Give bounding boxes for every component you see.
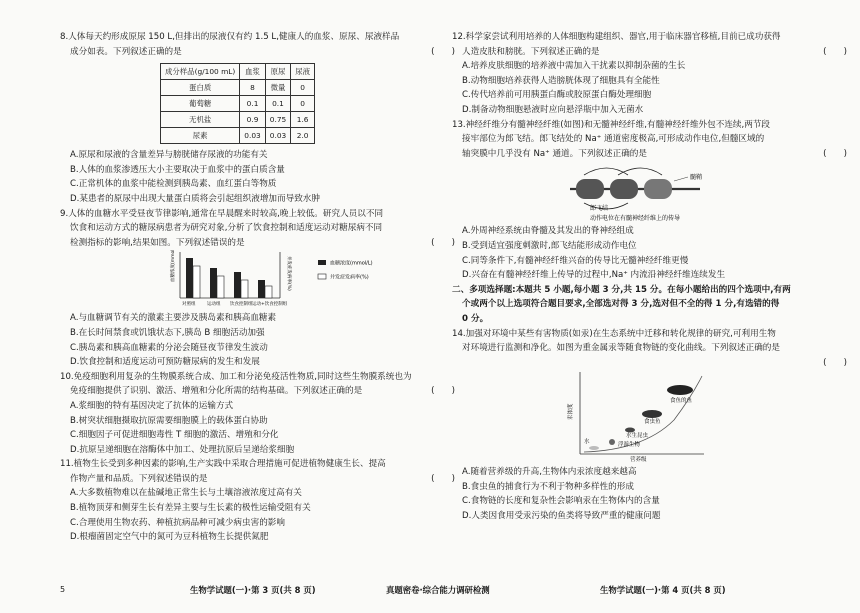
question-12	[452, 30, 847, 118]
table-cell: 蛋白质	[161, 80, 240, 96]
myelin-segment	[576, 179, 604, 199]
q13-nerve-figure	[452, 161, 847, 221]
table-cell: 0.03	[240, 128, 265, 144]
legend-label-complication: 并发症发病率(%)	[330, 274, 369, 281]
q8-option-c: C.正常机体的血浆中能检测到胰岛素、血红蛋白等物质	[70, 179, 277, 190]
q8-table	[160, 63, 315, 144]
q13-stem-line-3: 轴突膜中几乎没有 Na⁺ 通道。下列叙述正确的是	[462, 148, 647, 159]
chart-category-label: 饮食控制组	[230, 302, 253, 308]
q9-option-a: A.与血糖调节有关的激素主要涉及胰岛素和胰高血糖素	[70, 313, 277, 324]
q14-option-c: C.食物链的长度和复杂性会影响汞在生物体内的含量	[462, 496, 660, 507]
table-header: 尿液	[291, 64, 315, 80]
q12-answer-paren: ( )	[823, 46, 847, 57]
table-header: 血浆	[240, 64, 265, 80]
center-footer-title: 真题密卷·综合能力调研检测	[386, 585, 490, 595]
chart-bar-complication	[217, 276, 224, 298]
table-cell: 2.0	[291, 128, 315, 144]
q14-stem-line-1: 14.加强对环境中某些有害物质(如汞)在生态系统中迁移和转化规律的研究,可利用生物	[452, 328, 776, 339]
table-cell: 0.9	[240, 112, 265, 128]
q10-option-c: C.细胞因子可促进细胞毒性 T 细胞的激活、增殖和分化	[70, 430, 279, 441]
table-cell: 0	[291, 80, 315, 96]
table-header: 成分样品(g/100 mL)	[161, 64, 240, 80]
label-node-ranvier: 郎飞结	[590, 205, 609, 213]
q9-option-c: C.胰岛素和胰高血糖素的分泌会随昼夜节律发生波动	[70, 342, 268, 353]
chart-y-label-left: 血糖浓度(mmol/L)	[171, 250, 176, 283]
right-footer-title: 生物学试题(一)·第 4 页(共 8 页)	[600, 585, 726, 595]
q13-stem-line-2: 接牢部位为郎飞结。郎飞结处的 Na⁺ 通道密度极高,可形成动作电位,但髓区域的	[462, 134, 765, 145]
q8-answer-paren: ( )	[431, 46, 455, 57]
chart-bar-complication	[193, 266, 200, 298]
organism-label: 水生昆虫	[626, 433, 649, 440]
table-cell: 无机盐	[161, 112, 240, 128]
table-cell: 1.6	[291, 112, 315, 128]
q8-option-b: B.人体的血浆渗透压大小主要取决于血浆中的蛋白质含量	[70, 164, 285, 175]
q10-option-b: B.树突状细胞摄取抗原需要细胞膜上的载体蛋白协助	[70, 415, 268, 426]
chart-bar-glucose	[258, 280, 265, 298]
q10-option-a: A.浆细胞的特有基因决定了抗体的运输方式	[70, 400, 234, 411]
q11-answer-paren: ( )	[431, 473, 455, 484]
chart-category-label: 运动组	[207, 302, 221, 308]
chart-bar-glucose	[234, 272, 241, 298]
question-13	[452, 118, 847, 283]
q14-option-d: D.人类因食用受汞污染的鱼类将导致严重的健康问题	[462, 511, 661, 522]
legend-label-glucose: 血糖浓度(mmol/L)	[330, 260, 373, 267]
fish-icon	[642, 410, 662, 418]
q13-answer-paren: ( )	[823, 148, 847, 159]
section-2-instructions	[452, 283, 847, 327]
figure-y-label: 汞浓度	[568, 403, 574, 421]
figure-caption: 动作电位在有髓神经纤维上的传导	[590, 215, 681, 222]
q10-stem-line-2: 免疫细胞提供了识别、激活、增殖和分化所需的结构基础。下列叙述正确的是	[70, 386, 363, 397]
q12-stem-line-1: 12.科学家尝试利用培养的人体细胞构建组织、器官,用于临床器官移植,目前已成功获得	[452, 32, 781, 42]
q11-option-b: B.植物顶芽和侧芽生长有差异主要与生长素的极性运输受阻有关	[70, 503, 311, 514]
q13-option-a: A.外周神经系统由脊髓及其发出的脊神经组成	[462, 226, 634, 237]
q11-stem-line-1: 11.植物生长受到多种因素的影响,生产实践中采取合理措施可促进植物健康生长、提高	[60, 459, 386, 470]
q14-option-a: A.随着营养级的升高,生物体内汞浓度越来越高	[462, 467, 637, 478]
organism-label: 食鱼的鱼	[670, 398, 693, 405]
table-cell: 0.03	[265, 128, 290, 144]
q8-option-d: D.某患者的原尿中出现大量蛋白质将会引起组织液增加而导致水肿	[70, 193, 320, 204]
table-cell: 尿素	[161, 128, 240, 144]
q10-answer-paren: ( )	[431, 386, 455, 397]
q12-option-b: B.动物细胞培养获得人造膀胱体现了细胞具有全能性	[462, 75, 660, 86]
myelin-segment	[610, 179, 638, 199]
q9-answer-paren: ( )	[431, 237, 455, 248]
q14-stem-line-2: 对环境进行监测和净化。如图为重金属汞等随食物链的变化曲线。下列叙述正确的是	[462, 343, 780, 354]
label-leader-myelin	[674, 177, 688, 181]
q11-stem-line-2: 作物产量和品质。下列叙述错误的是	[70, 473, 208, 484]
question-8	[60, 30, 455, 207]
q9-stem-line-3: 检测指标的影响,结果如图。下列叙述错误的是	[70, 237, 245, 248]
section-2-line-2: 个或两个以上选项符合题目要求,全部选对得 3 分,选对但不全的得 1 分,有选错的得	[462, 299, 780, 310]
q12-option-d: D.制备动物细胞悬液时应向悬浮瓶中加入无菌水	[462, 104, 644, 115]
conduction-arrow	[618, 168, 662, 175]
label-myelin: 髓鞘	[690, 174, 703, 182]
table-cell: 0.1	[240, 96, 265, 112]
organism-label: 浮游生物	[618, 442, 641, 449]
q11-option-a: A.大多数植物难以在盐碱地正常生长与土壤溶液浓度过高有关	[70, 488, 302, 499]
q10-option-d: D.抗原呈递细胞在溶酶体中加工、处理抗原后呈递给浆细胞	[70, 444, 295, 455]
right-column	[452, 30, 847, 524]
water-icon	[589, 446, 599, 450]
fish-icon	[667, 385, 693, 395]
table-row	[161, 128, 315, 144]
q9-stem-line-2: 饮食和运动方式的糖尿病患者为研究对象,分析了饮食控制和适度运动对糖尿病不同	[70, 223, 383, 234]
table-cell: 微量	[265, 80, 290, 96]
table-cell: 0.75	[265, 112, 290, 128]
organism-label: 食虫鱼	[644, 419, 661, 426]
conduction-arrow	[584, 168, 628, 175]
q8-stem-line-2: 成分如表。下列叙述正确的是	[70, 46, 182, 57]
q12-option-a: A.培养皮肤细胞的培养液中需加入干扰素以抑制杂菌的生长	[462, 61, 686, 72]
legend-swatch-complication	[318, 274, 326, 279]
q9-bar-chart	[60, 250, 455, 308]
chart-category-label: 对照组	[182, 302, 196, 308]
legend-swatch-glucose	[318, 260, 326, 265]
chart-bar-complication	[265, 286, 272, 298]
q13-option-c: C.同等条件下,有髓神经纤维兴奋的传导比无髓神经纤维更慢	[462, 255, 689, 266]
table-cell: 0	[291, 96, 315, 112]
question-9	[60, 207, 455, 370]
chart-category-label: 运动+饮食控制组	[252, 302, 288, 308]
table-header: 原尿	[265, 64, 290, 80]
q11-option-d: D.根瘤菌固定空气中的氮可为豆科植物生长提供氮肥	[70, 532, 269, 543]
table-cell: 0.1	[265, 96, 290, 112]
table-cell: 葡萄糖	[161, 96, 240, 112]
q9-stem-line-1: 9.人体的血糖水平受昼夜节律影响,通常在早晨醒来时较高,晚上较低。研究人员以不同	[60, 208, 384, 219]
question-14	[452, 327, 847, 524]
q11-option-c: C.合理使用生物农药、种植抗病品种可减少病虫害的影响	[70, 517, 285, 528]
left-page-number: 5	[60, 585, 66, 594]
q9-option-d: D.饮食控制和适度运动可预防糖尿病的发生和发展	[70, 357, 260, 368]
q14-mercury-figure	[452, 370, 847, 462]
q13-stem-line-1: 13.神经纤维分有髓神经纤维(如图)和无髓神经纤维,有髓神经纤维外包不连续,两节段	[452, 119, 771, 130]
chart-bar-complication	[241, 280, 248, 298]
table-header-row	[161, 64, 315, 80]
q12-option-c: C.传代培养前可用胰蛋白酶或胶原蛋白酶处理细胞	[462, 90, 652, 101]
chart-bar-glucose	[186, 258, 193, 298]
figure-x-label: 营养级	[630, 457, 647, 463]
section-2-line-3: 0 分。	[462, 313, 489, 324]
q14-option-b: B.食虫鱼的捕食行为不利于物种多样性的形成	[462, 481, 634, 492]
q13-option-b: B.受到适宜强度刺激时,郎飞结能形成动作电位	[462, 240, 637, 251]
myelin-segment	[644, 179, 672, 199]
table-row	[161, 96, 315, 112]
plankton-icon	[609, 439, 615, 445]
left-column	[60, 30, 455, 545]
table-cell: 8	[240, 80, 265, 96]
q9-option-b: B.在长时间禁食或饥饿状态下,胰岛 B 细胞活动加强	[70, 327, 265, 338]
question-11	[60, 457, 455, 545]
chart-y-label-right: 并发症发病率(%)	[286, 256, 291, 292]
left-footer-title: 生物学试题(一)·第 3 页(共 8 页)	[190, 585, 316, 595]
question-10	[60, 370, 455, 458]
q14-answer-paren: ( )	[823, 357, 847, 368]
chart-bar-glucose	[210, 268, 217, 298]
table-row	[161, 112, 315, 128]
table-row	[161, 80, 315, 96]
q10-stem-line-1: 10.免疫细胞利用复杂的生物膜系统合成、加工和分泌免疫活性物质,同时这些生物膜系统也为	[60, 371, 412, 382]
organism-label: 水	[584, 439, 590, 446]
q8-option-a: A.原尿和尿液的含量差异与膀胱储存尿液的功能有关	[70, 150, 268, 161]
section-2-line-1: 二、多项选择题:本题共 5 小题,每小题 3 分,共 15 分。在每小题给出的四个选项中,有两	[452, 284, 791, 295]
q8-stem-line-1: 8.人体每天约形成原尿 150 L,但排出的尿液仅有约 1.5 L,健康人的血浆、原尿、尿液样品	[60, 32, 400, 42]
q13-option-d: D.兴奋在有髓神经纤维上传导的过程中,Na⁺ 内流沿神经纤维连续发生	[462, 270, 726, 281]
q12-stem-line-2: 人造皮肤和膀胱。下列叙述正确的是	[462, 46, 600, 57]
insect-icon	[625, 428, 635, 433]
